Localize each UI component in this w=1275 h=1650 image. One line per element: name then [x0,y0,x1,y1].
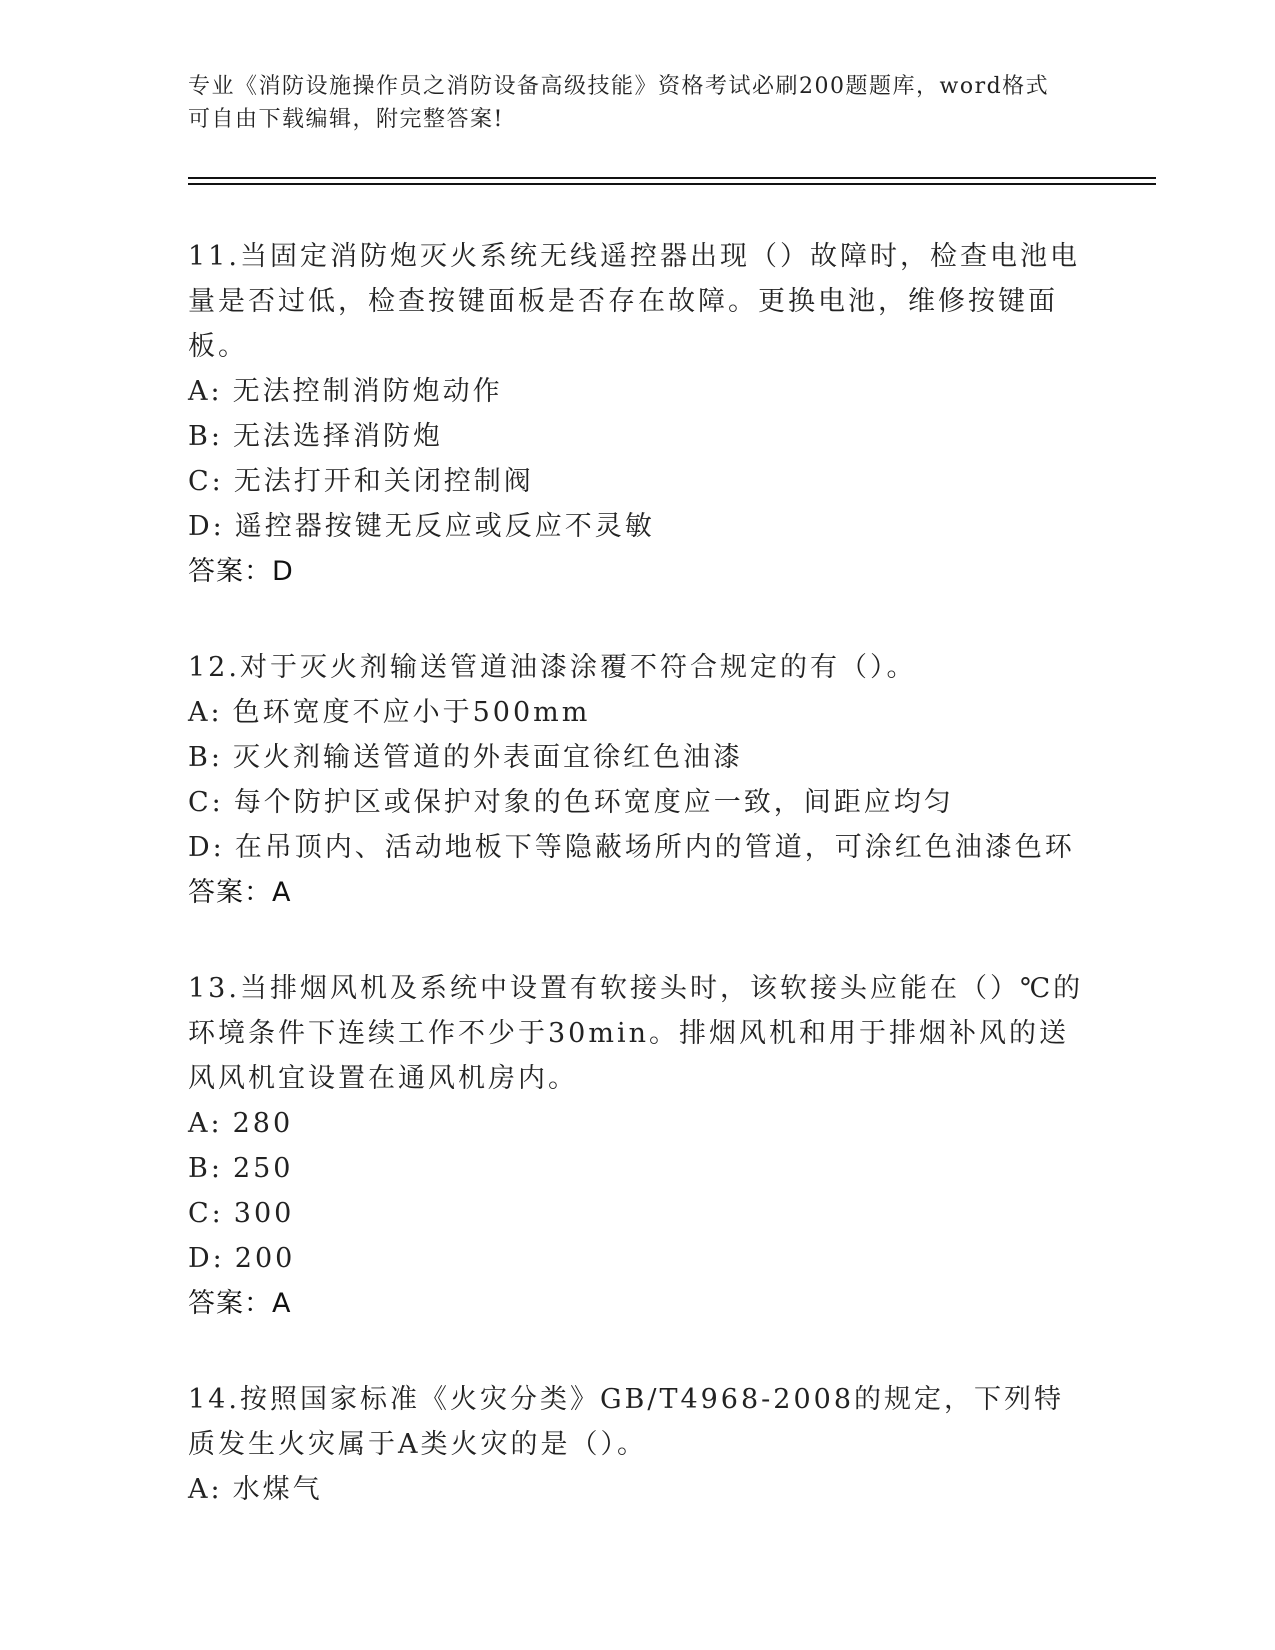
question-12 [188,645,1088,916]
option-text: 280 [232,1108,294,1139]
question-stem: 11.当固定消防炮灭火系统无线遥控器出现（）故障时，检查电池电量是否过低，检查按键面板是否存在故障。更换电池，维修按键面板。 [188,241,1080,362]
option-key: B [188,421,211,452]
question-stem: 13.当排烟风机及系统中设置有软接头时，该软接头应能在（）℃的环境条件下连续工作不少于30min。排烟风机和用于排烟补风的送风风机宜设置在通风机房内。 [188,973,1084,1094]
option-c: C: 无法打开和关闭控制阀 [188,466,534,497]
option-text: 200 [234,1243,296,1274]
option-key: A [188,376,211,407]
question-stem: 14.按照国家标准《火灾分类》GB/T4968-2008的规定，下列特质发生火灾属于A类火灾的是（）。 [188,1384,1065,1460]
option-b: B: 无法选择消防炮 [188,421,443,452]
option-d: D: 200 [188,1243,296,1274]
answer-line: 答案：D [188,556,294,587]
option-key: B [188,742,211,773]
option-text: 色环宽度不应小于500mm [232,697,591,728]
option-key: D [188,832,213,863]
option-key: C [188,787,212,818]
option-key: C [188,1198,212,1229]
option-text: 在吊顶内、活动地板下等隐蔽场所内的管道，可涂红色油漆色环 [234,832,1075,863]
option-a: A: 水煤气 [188,1474,323,1505]
option-text: 300 [233,1198,295,1229]
option-key: D [188,511,213,542]
option-key: A [188,1474,211,1505]
option-text: 水煤气 [232,1474,323,1505]
option-text: 灭火剂输送管道的外表面宜徐红色油漆 [232,742,743,773]
option-text: 250 [232,1153,294,1184]
option-b: B: 250 [188,1153,294,1184]
question-13 [188,966,1088,1327]
question-11 [188,234,1088,595]
question-14 [188,1377,1088,1512]
option-key: D [188,1243,213,1274]
option-text: 每个防护区或保护对象的色环宽度应一致，间距应均匀 [233,787,954,818]
header-rule-top [188,177,1156,179]
option-key: B [188,1153,211,1184]
option-key: A [188,1108,211,1139]
option-text: 无法打开和关闭控制阀 [233,466,534,497]
document-header: 专业《消防设施操作员之消防设备高级技能》资格考试必刷200题题库，word格式可自由下载编辑，附完整答案! [188,74,1050,132]
option-c: C: 每个防护区或保护对象的色环宽度应一致，间距应均匀 [188,787,954,818]
option-key: C [188,466,212,497]
option-a: A: 无法控制消防炮动作 [188,376,503,407]
option-text: 无法选择消防炮 [232,421,443,452]
option-text: 无法控制消防炮动作 [232,376,503,407]
answer-line: 答案：A [188,877,292,908]
option-d: D: 在吊顶内、活动地板下等隐蔽场所内的管道，可涂红色油漆色环 [188,832,1075,863]
question-list [188,234,1088,1562]
option-text: 遥控器按键无反应或反应不灵敏 [234,511,655,542]
option-a: A: 280 [188,1108,294,1139]
question-stem: 12.对于灭火剂输送管道油漆涂覆不符合规定的有（）。 [188,652,917,683]
option-b: B: 灭火剂输送管道的外表面宜徐红色油漆 [188,742,743,773]
header-rule-bottom [188,183,1156,185]
answer-line: 答案：A [188,1288,292,1319]
option-d: D: 遥控器按键无反应或反应不灵敏 [188,511,655,542]
option-key: A [188,697,211,728]
option-c: C: 300 [188,1198,295,1229]
option-a: A: 色环宽度不应小于500mm [188,697,591,728]
